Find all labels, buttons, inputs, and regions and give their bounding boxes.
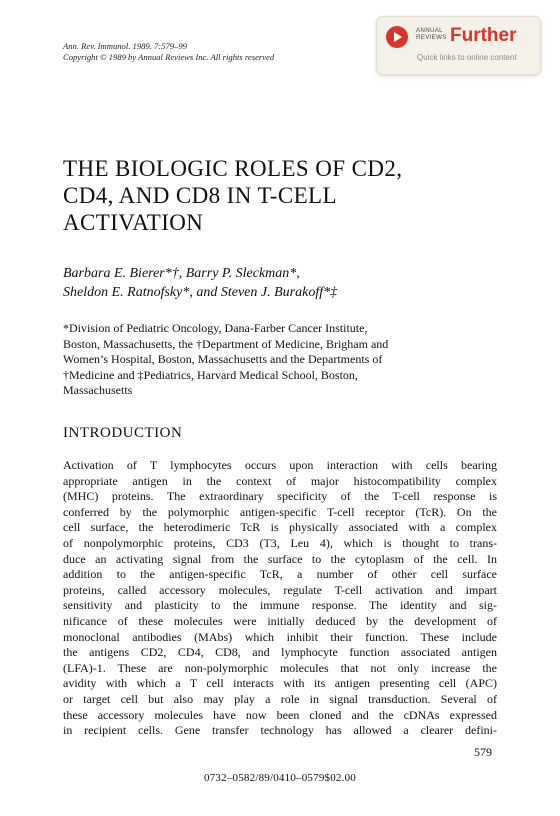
copyright-line: Copyright © 1989 by Annual Reviews Inc. All rights reserved	[63, 52, 275, 62]
body-line: duce an activating signal from the surface to the cytoplasm of the cell. In	[63, 551, 497, 566]
affiliation-line: Women’s Hospital, Boston, Massachusetts and the Departments of	[63, 352, 383, 367]
play-icon	[386, 26, 408, 48]
affiliations	[63, 321, 388, 399]
annual-reviews-further-badge[interactable]	[376, 16, 541, 75]
body-line: appropriate antigen in the context of major histocompatibility complex	[63, 473, 497, 488]
affiliation-line: †Medicine and ‡Pediatrics, Harvard Medical School, Boston,	[63, 367, 358, 382]
body-line: monoclonal antibodies (MAbs) which inhibit their function. These include	[63, 629, 497, 644]
page-number: 579	[474, 745, 492, 759]
body-line: of nonpolymorphic proteins, CD3 (T3, Leu 4), which is thought to trans-	[63, 535, 497, 550]
journal-citation	[63, 41, 274, 63]
journal-citation-line: Ann. Rev. Immunol. 1989. 7:579–99	[63, 41, 187, 51]
body-line: addition to the antigen-specific TcR, a number of other cell surface	[63, 567, 497, 582]
issn-line: 0732–0582/89/0410–0579$02.00	[204, 772, 356, 784]
body-line: avidity with which a T cell interacts with its antigen presenting cell (APC)	[63, 676, 497, 691]
body-line: conferred by the polymorphic antigen-specific T-cell receptor (TcR). On the	[63, 504, 497, 519]
body-line: (MHC) proteins. The extraordinary specificity of the T-cell response is	[63, 489, 497, 504]
body-line: proteins, called accessory molecules, regulate T-cell activation and impart	[63, 582, 497, 597]
further-logo-word: Further	[450, 25, 517, 46]
further-tagline: Quick links to online content	[417, 53, 517, 62]
body-line: or target cell but also may play a role in signal transduction. Several of	[63, 691, 497, 706]
body-line: nificance of these molecules were initially deduced by the development of	[63, 613, 497, 628]
body-line: (LFA)-1. These are non-polymorphic molecules that not only increase the	[63, 660, 497, 675]
body-line: sensitivity and plasticity to the immune response. The identity and sig-	[63, 598, 497, 613]
body-line: these accessory molecules have now been cloned and the cDNAs expressed	[63, 707, 497, 722]
affiliation-line: *Division of Pediatric Oncology, Dana-Farber Cancer Institute,	[63, 321, 368, 335]
body-line: Activation of T lymphocytes occurs upon interaction with cells bearing	[63, 458, 497, 472]
affiliation-line: Boston, Massachusetts, the †Department of Medicine, Brigham and	[63, 336, 389, 351]
annual-reviews-logo-text: ANNUAL REVIEWS	[416, 27, 447, 41]
body-line: cell surface, the heterodimeric TcR is physically associated with a complex	[63, 520, 497, 535]
body-line: the antigens CD2, CD4, CD8, and lymphocyte function associated antigen	[63, 645, 497, 660]
article-title: THE BIOLOGIC ROLES OF CD2, CD4, AND CD8 IN T-CELL ACTIVATION	[63, 156, 403, 235]
body-line: in recipient cells. Gene transfer technology has allowed a clearer defini-	[63, 723, 497, 738]
affiliation-line: Massachusetts	[63, 383, 133, 398]
section-heading: INTRODUCTION	[63, 425, 183, 441]
author-list: Barbara E. Bierer*†, Barry P. Sleckman*, Sheldon E. Ratnofsky*, and Steven J. Burakoff*‡	[63, 266, 338, 300]
body-text	[63, 458, 497, 739]
